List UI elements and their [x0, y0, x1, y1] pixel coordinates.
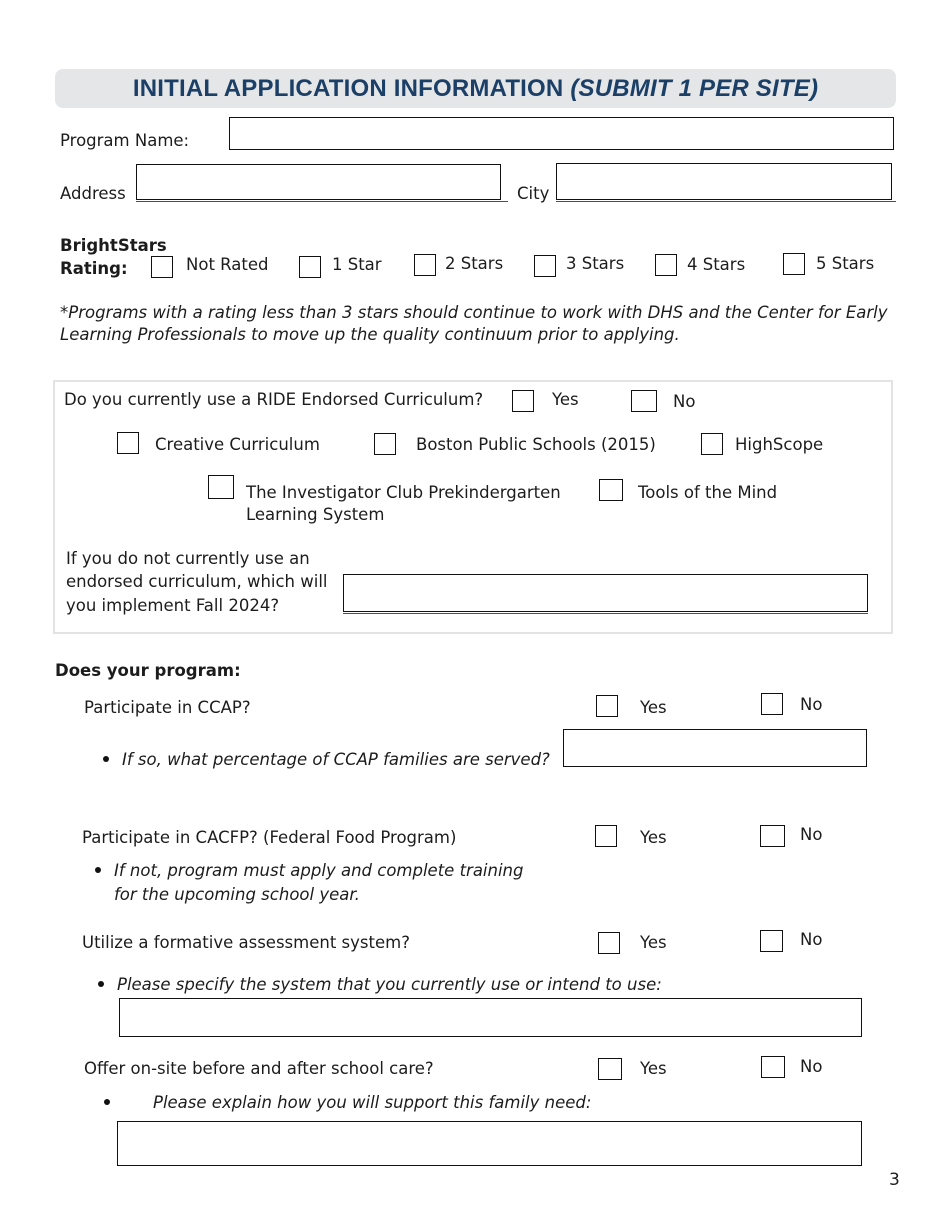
fallback-curriculum-field[interactable]: [343, 574, 868, 612]
address-field[interactable]: [136, 164, 501, 200]
care-yes-checkbox[interactable]: [598, 1058, 622, 1080]
curriculum-option-label: Creative Curriculum: [155, 435, 320, 454]
program-name-field[interactable]: [229, 117, 894, 150]
assessment-no-label: No: [800, 930, 823, 949]
ccap-no-checkbox[interactable]: [761, 693, 783, 715]
cacfp-no-label: No: [800, 825, 823, 844]
fallback-question-line1: If you do not currently use an: [66, 549, 310, 568]
rating-option-label: 5 Stars: [816, 254, 875, 273]
rating-option-label: 2 Stars: [445, 254, 504, 273]
rating-option-label: 3 Stars: [566, 254, 625, 273]
cacfp-yes-label: Yes: [640, 828, 667, 847]
bullet: [95, 867, 101, 873]
bullet: [103, 756, 109, 762]
assessment-followup: Please specify the system that you currently use or intend to use:: [117, 975, 662, 994]
care-question: Offer on-site before and after school care?: [84, 1059, 434, 1078]
assessment-question: Utilize a formative assessment system?: [82, 933, 410, 952]
page-number: 3: [889, 1170, 900, 1190]
city-underline: [556, 201, 896, 202]
assessment-system-field[interactable]: [119, 998, 862, 1037]
section-header: [55, 69, 896, 108]
title-italic: (SUBMIT 1 PER SITE): [570, 75, 819, 102]
care-no-checkbox[interactable]: [761, 1056, 785, 1078]
creative-curriculum-checkbox[interactable]: [117, 432, 139, 454]
highscope-checkbox[interactable]: [701, 433, 723, 455]
program-name-label: Program Name:: [60, 131, 190, 150]
assessment-yes-label: Yes: [640, 933, 667, 952]
rating-option-label: 1 Star: [332, 255, 382, 274]
care-followup: Please explain how you will support this family need:: [153, 1093, 592, 1112]
rating-option-label: Not Rated: [186, 255, 269, 274]
cacfp-question: Participate in CACFP? (Federal Food Program): [82, 828, 457, 847]
boston-public-schools-checkbox[interactable]: [374, 433, 396, 455]
tools-of-the-mind-checkbox[interactable]: [599, 479, 623, 501]
city-label: City: [517, 184, 550, 203]
fallback-question-line2: endorsed curriculum, which will: [66, 572, 328, 591]
ccap-percentage-field[interactable]: [563, 729, 867, 767]
fallback-underline: [343, 613, 868, 614]
cacfp-note-line1: If not, program must apply and complete training: [114, 861, 524, 880]
curriculum-option-label-cont: Learning System: [246, 505, 385, 524]
curriculum-option-label: Boston Public Schools (2015): [416, 435, 656, 454]
page-title: [55, 69, 896, 108]
rating-note-line2: Learning Professionals to move up the quality continuum prior to applying.: [60, 325, 680, 344]
address-label: Address: [60, 184, 126, 203]
rating-label-line2: Rating:: [60, 259, 128, 278]
fallback-question-line3: you implement Fall 2024?: [66, 596, 280, 615]
rating-4-stars-checkbox[interactable]: [655, 254, 677, 276]
care-no-label: No: [800, 1057, 823, 1076]
curriculum-yes-label: Yes: [552, 390, 579, 409]
rating-label-line1: BrightStars: [60, 236, 167, 255]
rating-5-stars-checkbox[interactable]: [783, 253, 805, 275]
curriculum-option-label: HighScope: [735, 435, 824, 454]
curriculum-option-label: Tools of the Mind: [638, 483, 778, 502]
curriculum-no-label: No: [673, 392, 696, 411]
curriculum-question: Do you currently use a RIDE Endorsed Curriculum?: [64, 390, 484, 409]
care-yes-label: Yes: [640, 1059, 667, 1078]
program-questions-heading: Does your program:: [55, 661, 241, 680]
curriculum-option-label: The Investigator Club Prekindergarten: [246, 483, 561, 502]
cacfp-note-line2: for the upcoming school year.: [114, 885, 360, 904]
ccap-yes-checkbox[interactable]: [596, 695, 618, 717]
bullet: [98, 981, 104, 987]
rating-note-line1: *Programs with a rating less than 3 stars should continue to work with DHS and the Center for Early: [60, 303, 888, 322]
ccap-followup: If so, what percentage of CCAP families are served?: [122, 750, 550, 769]
assessment-no-checkbox[interactable]: [760, 930, 783, 952]
cacfp-yes-checkbox[interactable]: [595, 825, 617, 847]
bullet: [104, 1099, 110, 1105]
assessment-yes-checkbox[interactable]: [598, 932, 620, 954]
curriculum-yes-checkbox[interactable]: [512, 390, 534, 412]
rating-not-rated-checkbox[interactable]: [151, 256, 173, 278]
investigator-club-checkbox[interactable]: [208, 475, 234, 499]
rating-3-stars-checkbox[interactable]: [534, 255, 556, 277]
address-underline: [136, 201, 508, 202]
cacfp-no-checkbox[interactable]: [760, 825, 785, 847]
title-main: INITIAL APPLICATION INFORMATION: [132, 75, 571, 102]
city-field[interactable]: [556, 163, 892, 200]
ccap-no-label: No: [800, 695, 823, 714]
rating-option-label: 4 Stars: [687, 255, 746, 274]
care-explanation-field[interactable]: [117, 1121, 862, 1166]
ccap-question: Participate in CCAP?: [84, 698, 251, 717]
curriculum-no-checkbox[interactable]: [631, 390, 657, 412]
ccap-yes-label: Yes: [640, 698, 667, 717]
rating-1-star-checkbox[interactable]: [299, 256, 321, 278]
rating-2-stars-checkbox[interactable]: [414, 254, 436, 276]
